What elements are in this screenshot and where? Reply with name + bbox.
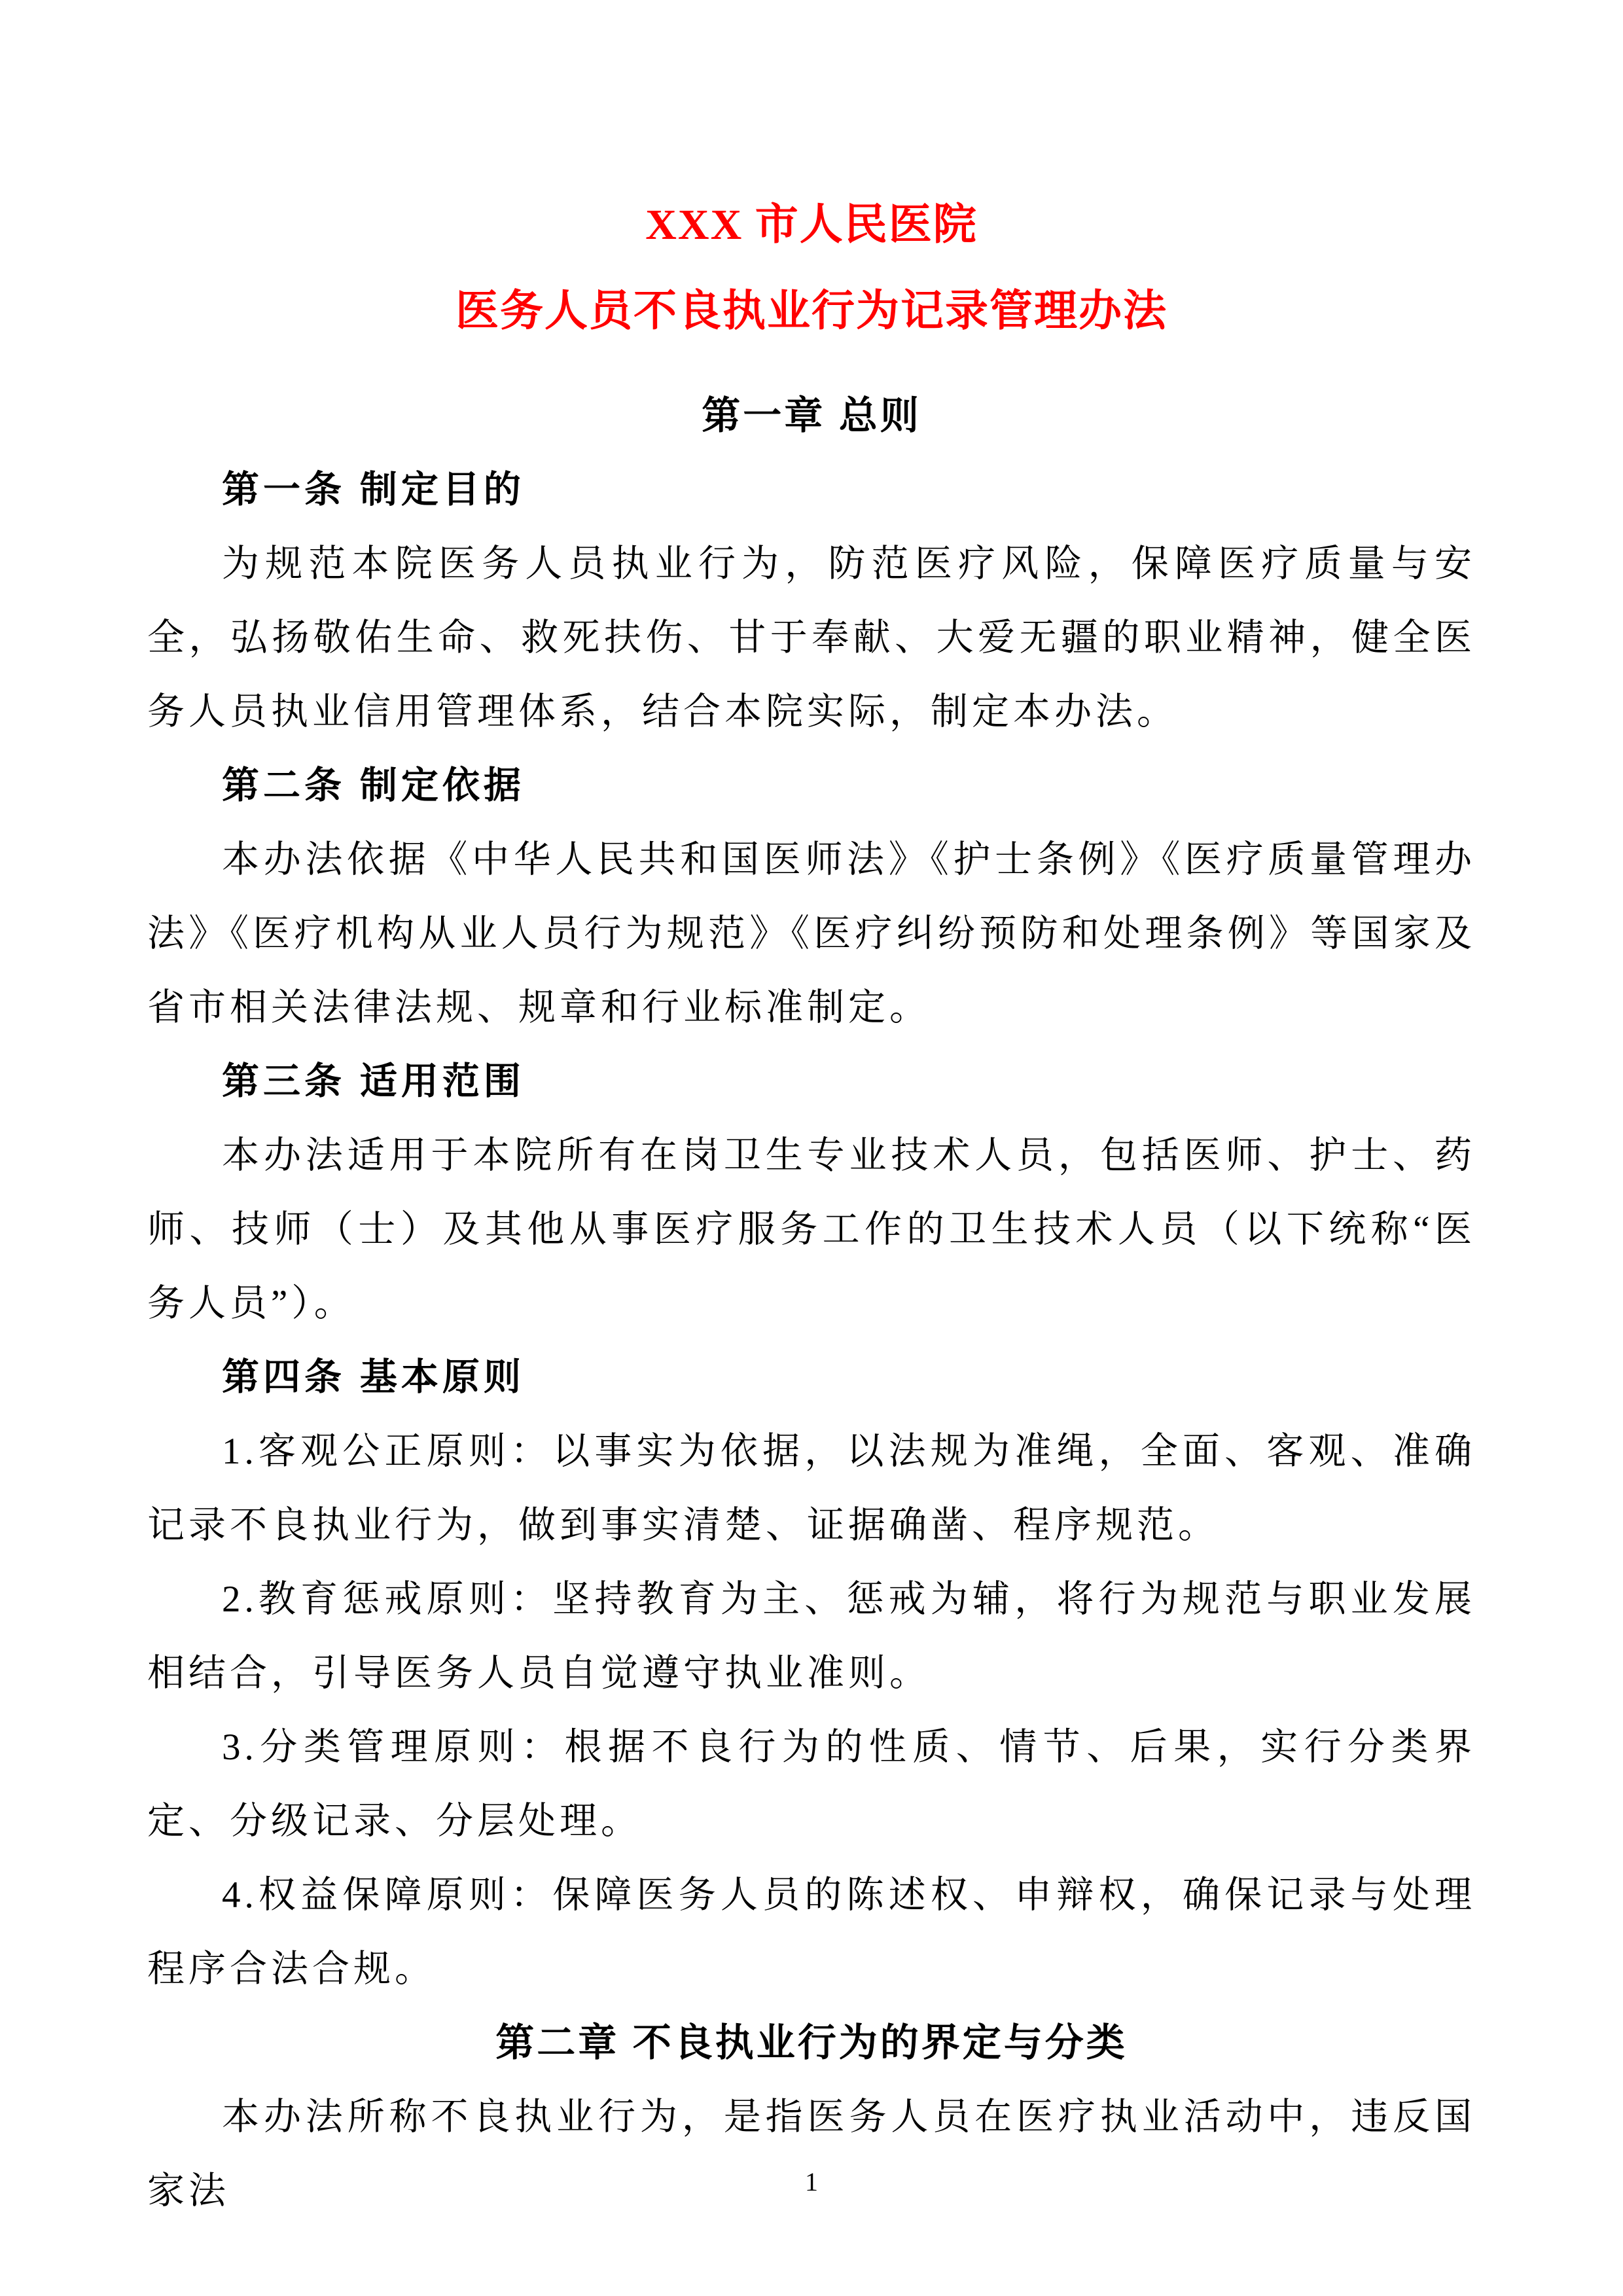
article-2-body: 本办法依据《中华人民共和国医师法》《护士条例》《医疗质量管理办法》《医疗机构从业人员行为规范》《医疗纠纷预防和处理条例》等国家及省市相关法律法规、规章和行业标准制定。 (147, 839, 1476, 1028)
chapter-2-heading: 第二章 不良执业行为的界定与分类 (495, 2021, 1128, 2064)
document-title-line2: 医务人员不良执业行为记录管理办法 (455, 287, 1168, 335)
article-1-body: 为规范本院医务人员执业行为，防范医疗风险，保障医疗质量与安全，弘扬敬佑生命、救死扶伤、甘于奉献、大爱无疆的职业精神，健全医务人员执业信用管理体系，结合本院实际，制定本办法。 (147, 543, 1476, 732)
page-number: 1 (805, 2167, 818, 2197)
article-4-principle-3: 3.分类管理原则：根据不良行为的性质、情节、后果，实行分类界定、分级记录、分层处理。 (147, 1727, 1476, 1842)
article-1-heading: 第一条 制定目的 (222, 469, 525, 511)
article-4-principle-1: 1.客观公正原则：以事实为依据，以法规为准绳，全面、客观、准确记录不良执业行为，做到事实清楚、证据确凿、程序规范。 (147, 1431, 1476, 1546)
document-title-line1: XXX 市人民医院 (645, 201, 978, 249)
article-2-heading: 第二条 制定依据 (222, 764, 525, 806)
article-4-principle-2: 2.教育惩戒原则：坚持教育为主、惩戒为辅，将行为规范与职业发展相结合，引导医务人员自觉遵守执业准则。 (147, 1579, 1476, 1694)
article-3-heading: 第三条 适用范围 (222, 1060, 525, 1102)
article-3-body: 本办法适用于本院所有在岗卫生专业技术人员，包括医师、护士、药师、技师（士）及其他从事医疗服务工作的卫生技术人员（以下统称“医务人员”）。 (147, 1135, 1476, 1324)
article-4-principle-4: 4.权益保障原则：保障医务人员的陈述权、申辩权，确保记录与处理程序合法合规。 (147, 1874, 1476, 1990)
chapter-2-intro-partial: 本办法所称不良执业行为，是指医务人员在医疗执业活动中，违反国家法 (147, 2096, 1476, 2212)
chapter-1-heading: 第一章 总则 (702, 394, 921, 437)
article-4-heading: 第四条 基本原则 (222, 1356, 525, 1398)
